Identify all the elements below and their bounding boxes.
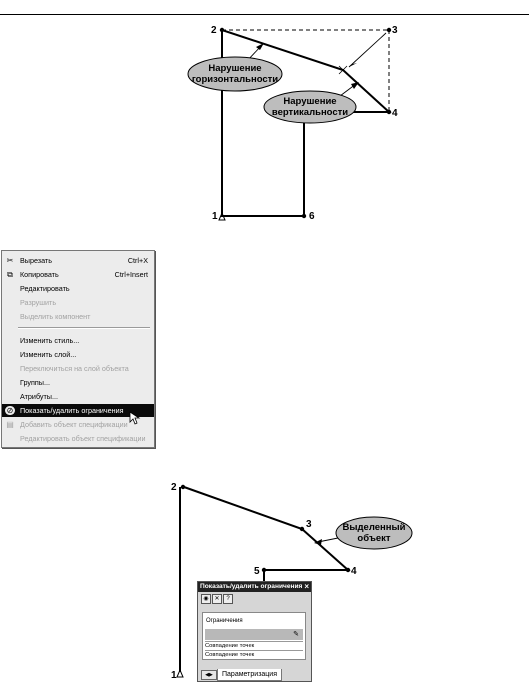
constraints-header: Ограничения [206, 618, 243, 624]
menu-item-label: Группы... [20, 378, 50, 387]
point-label-1b: 1 [171, 670, 177, 681]
menu-item-change-layer[interactable] [2, 348, 154, 361]
constraints-list [202, 612, 306, 660]
menu-item-label: Разрушить [20, 298, 57, 307]
callout-vertical-line1: Нарушение [283, 96, 337, 107]
menu-item-shortcut: Ctrl+X [127, 256, 148, 265]
constraints-panel [197, 581, 312, 682]
help-icon[interactable]: ? [223, 594, 233, 604]
callout-selected-line1: Выделенный [342, 522, 406, 533]
menu-item-edit[interactable] [2, 282, 154, 295]
panel-tabstrip [198, 669, 311, 680]
callout-vertical-line2: вертикальности [271, 107, 349, 118]
callout-horizontal-line2: горизонтальности [191, 74, 279, 85]
point-label-4: 4 [392, 108, 398, 119]
contour-line-2 [184, 487, 348, 583]
menu-item-label: Копировать [20, 270, 59, 279]
close-icon[interactable]: × [304, 582, 309, 591]
callout-selected-line2: объект [357, 533, 391, 544]
constraint-row[interactable]: Совпадение точек [205, 641, 303, 650]
tab-parametrization[interactable]: Параметризация [217, 669, 282, 681]
menu-item-label: Показать/удалить ограничения [20, 406, 124, 415]
menu-item-label: Вырезать [20, 256, 52, 265]
menu-item-destroy[interactable] [2, 296, 154, 309]
menu-item-change-style[interactable] [2, 334, 154, 347]
menu-item-switch-layer[interactable] [2, 362, 154, 375]
point-4b [346, 568, 350, 572]
point-6 [302, 214, 306, 218]
spec-icon: ▤ [6, 420, 14, 429]
menu-item-label: Добавить объект спецификации [20, 420, 128, 429]
fixed-point-marker [177, 670, 183, 677]
point-2b [181, 485, 185, 489]
delete-constraints-icon[interactable]: ✕ [212, 594, 222, 604]
point-label-5b: 5 [254, 566, 260, 577]
arrowhead [256, 43, 264, 50]
menu-item-label: Атрибуты... [20, 392, 58, 401]
menu-item-label: Переключиться на слой объекта [20, 364, 129, 373]
menu-item-shortcut: Ctrl+Insert [114, 270, 148, 279]
mouse-cursor-icon [129, 411, 141, 425]
menu-item-label: Выделить компонент [20, 312, 91, 321]
menu-item-copy[interactable] [2, 268, 154, 281]
point-label-3: 3 [392, 25, 398, 36]
point-3 [387, 28, 391, 32]
menu-item-select-component[interactable] [2, 310, 154, 323]
point-label-2: 2 [211, 25, 217, 36]
menu-item-label: Изменить слой... [20, 350, 77, 359]
point-3b [300, 527, 304, 531]
toggle-icon[interactable]: ◉ [201, 594, 211, 604]
pin-icon[interactable]: ✎ [293, 631, 299, 638]
copy-icon: ⧉ [7, 270, 13, 279]
menu-item-label: Редактировать объект спецификации [20, 434, 146, 443]
point-label-3b: 3 [306, 519, 312, 530]
menu-item-label: Редактировать [20, 284, 70, 293]
menu-separator [18, 327, 150, 329]
panel-title: Показать/удалить ограничения [200, 583, 303, 590]
point-label-2b: 2 [171, 482, 177, 493]
point-5b [262, 568, 266, 572]
constraints-icon: ⊘ [6, 406, 14, 415]
menu-item-label: Изменить стиль... [20, 336, 80, 345]
menu-item-attributes[interactable] [2, 390, 154, 403]
scissors-icon: ✂ [6, 256, 14, 265]
callout-horizontal-line1: Нарушение [208, 63, 262, 74]
menu-item-groups[interactable] [2, 376, 154, 389]
point-2 [220, 28, 224, 32]
panel-titlebar [198, 582, 311, 592]
tab-nav-arrows-icon[interactable]: ◀▶ [201, 670, 217, 680]
context-menu [1, 250, 155, 448]
point-label-1: 1 [212, 211, 218, 222]
point-label-6: 6 [309, 211, 315, 222]
point-label-4b: 4 [351, 566, 357, 577]
menu-item-cut[interactable] [2, 254, 154, 267]
menu-item-edit-spec-object[interactable] [2, 432, 154, 445]
constraint-row[interactable]: Совпадение точек [205, 650, 303, 659]
arrowhead [351, 82, 359, 89]
constraints-toolbar [205, 629, 303, 640]
point-4 [387, 110, 391, 114]
